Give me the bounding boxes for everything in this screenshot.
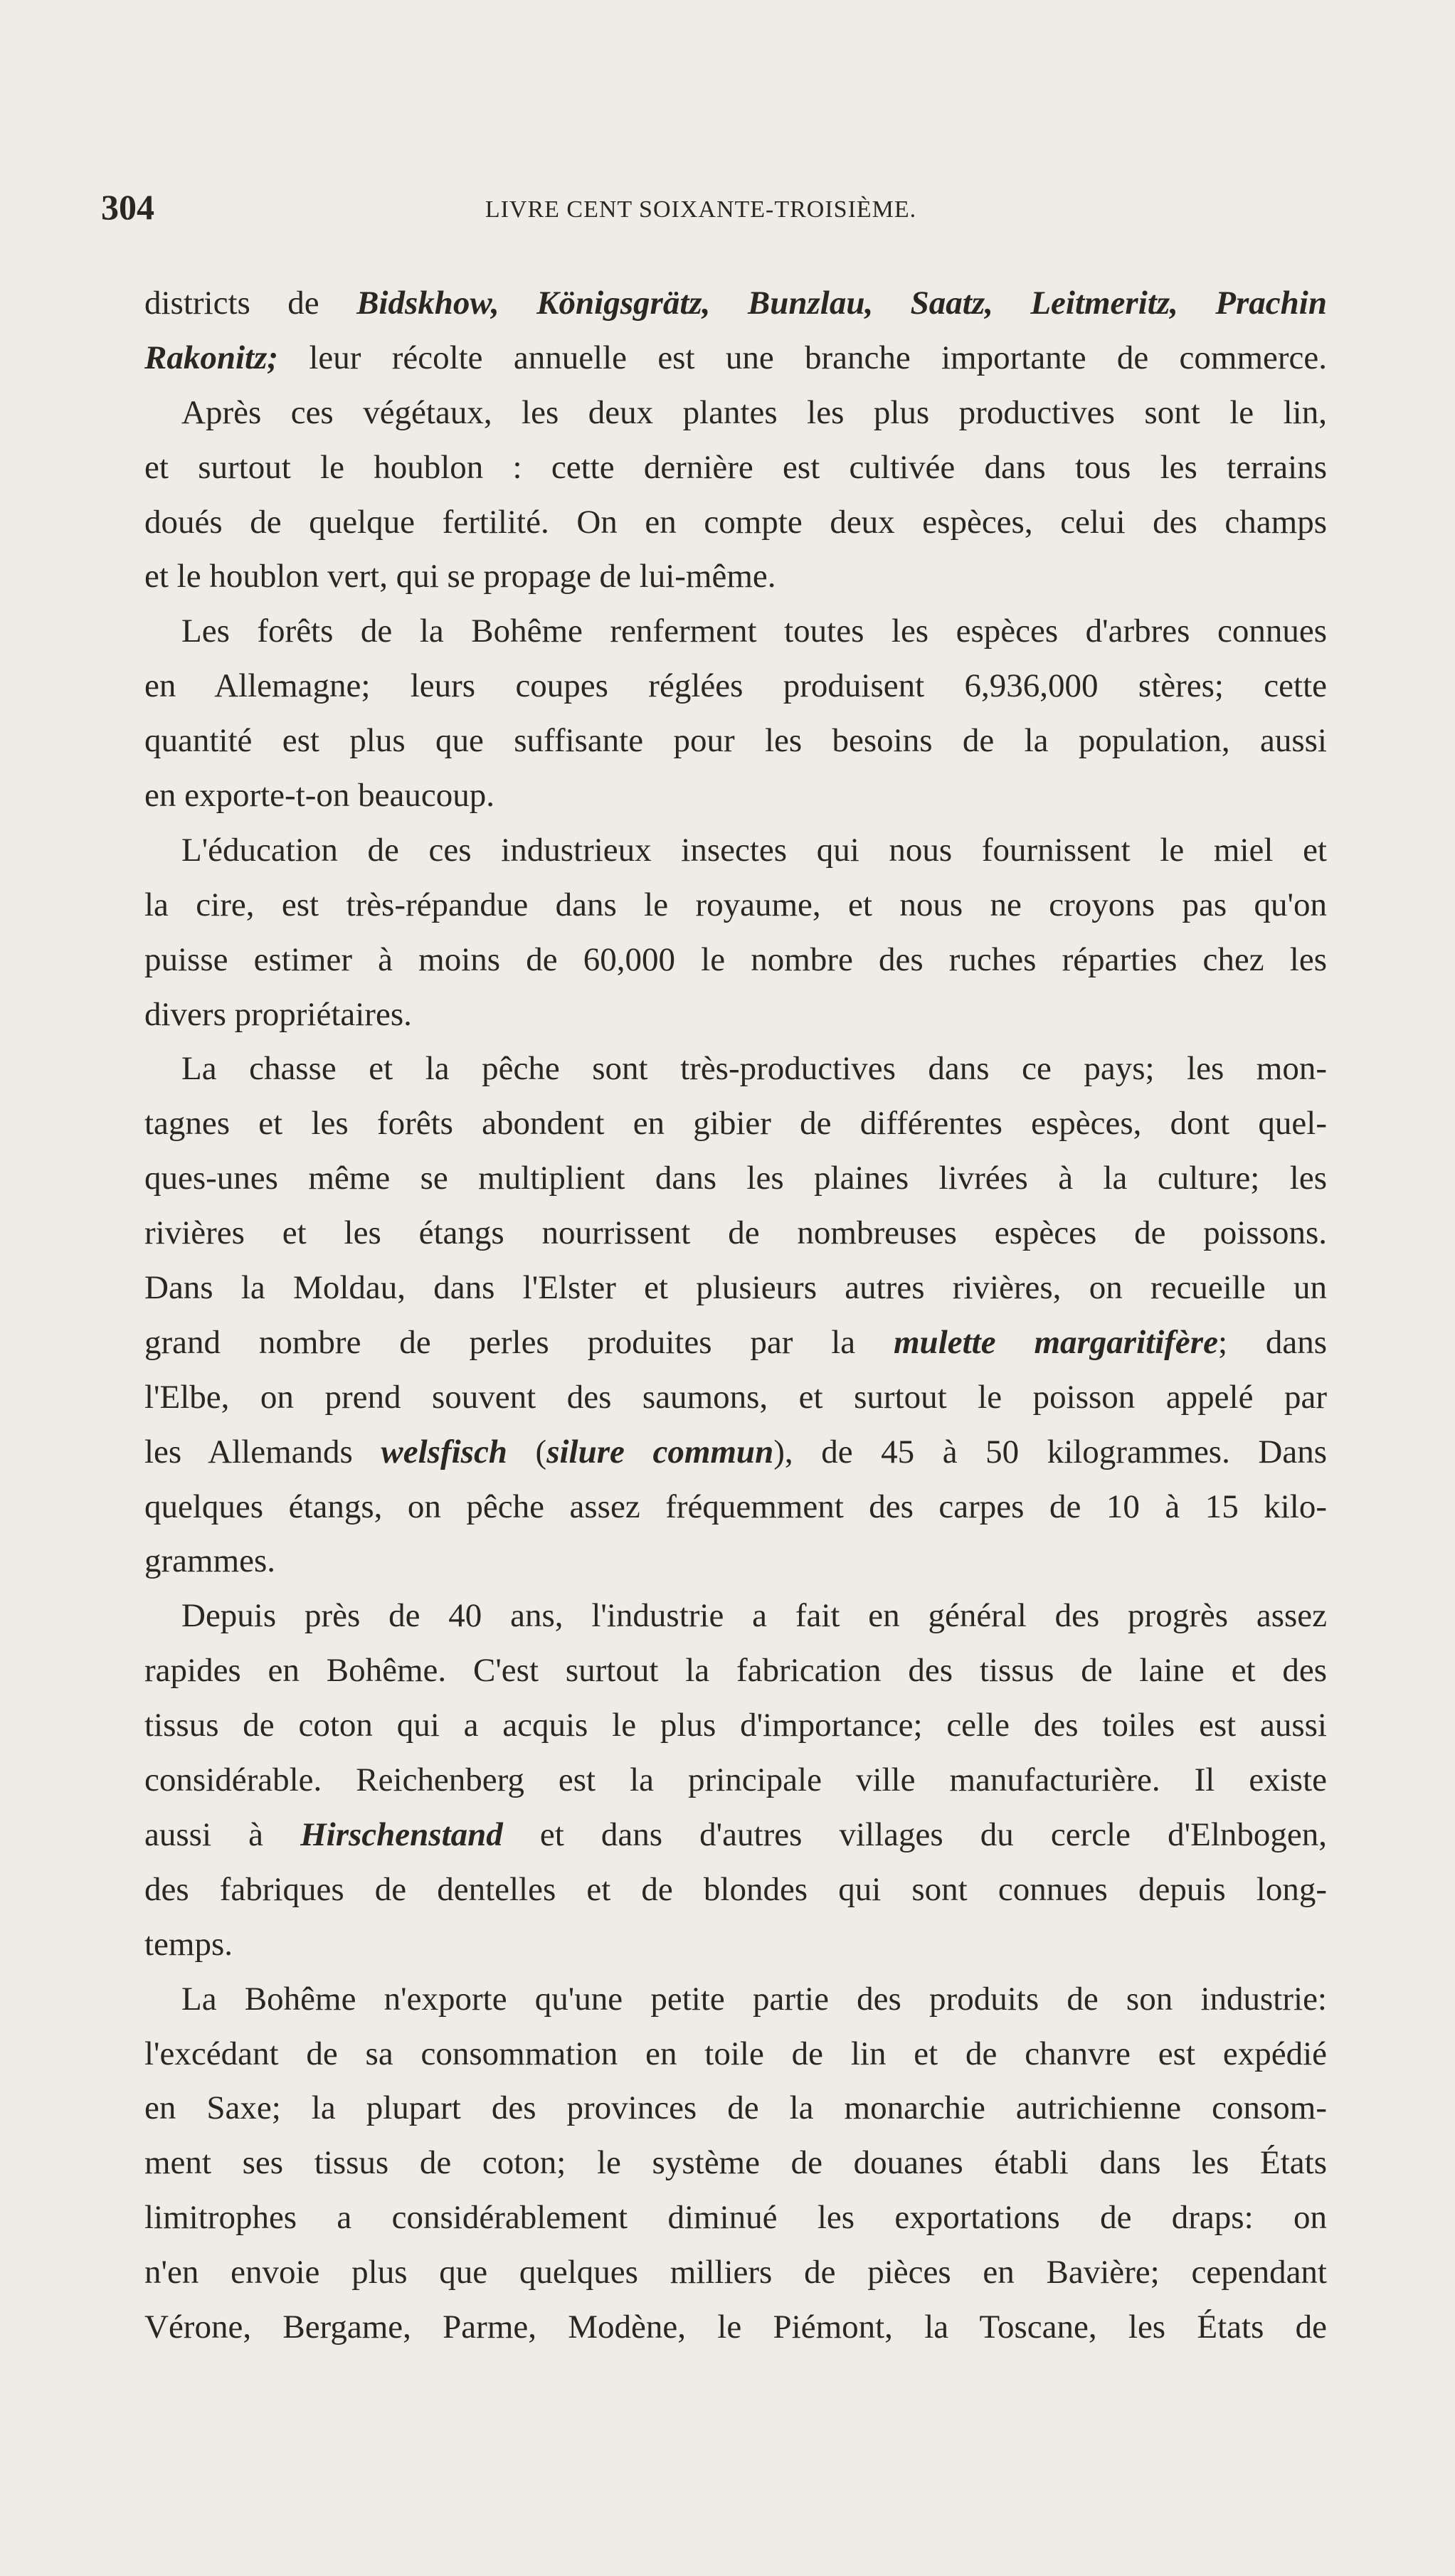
text-segment: La Bohême n'exporte qu'une petite partie des produits de son industrie: [181, 1980, 1327, 2018]
text-segment: leur récolte annuelle est une branche importante de commerce. [278, 339, 1327, 376]
text-line [144, 1589, 1327, 1643]
text-line [144, 331, 1327, 386]
text-segment: ), de 45 à 50 kilogrammes. Dans [773, 1433, 1328, 1470]
text-segment: ; dans [1217, 1323, 1328, 1361]
text-segment: et dans d'autres villages du cercle d'Elnbogen, [502, 1816, 1327, 1853]
text-segment: districts de [144, 285, 357, 322]
text-line [144, 1370, 1327, 1425]
text-segment: ment ses tissus de coton; le système de douanes établi dans les États [144, 2144, 1327, 2182]
text-segment: ques-unes même se multiplient dans les plaines livrées à la culture; les [144, 1160, 1327, 1197]
text-segment: des fabriques de dentelles et de blondes qui sont connues depuis long- [144, 1870, 1327, 1908]
text-line [144, 440, 1327, 495]
text-segment: et le houblon vert, qui se propage de lui-même. [144, 558, 776, 595]
text-segment: et surtout le houblon : cette dernière est cultivée dans tous les terrains [144, 448, 1327, 486]
text-line [144, 2027, 1327, 2082]
text-segment: les Allemands [144, 1433, 381, 1470]
text-segment: doués de quelque fertilité. On en compte deux espèces, celui des champs [144, 503, 1327, 541]
text-segment: en Saxe; la plupart des provinces de la monarchie autrichienne consom- [144, 2089, 1327, 2127]
text-segment: la cire, est très-répandue dans le royaume, et nous ne croyons pas qu'on [144, 886, 1327, 923]
text-line [144, 987, 1327, 1042]
text-line [144, 2136, 1327, 2190]
text-line [144, 714, 1327, 768]
text-segment: L'éducation de ces industrieux insectes qui nous fournissent le miel et [181, 831, 1327, 869]
text-segment: Les forêts de la Bohême renferment toutes les espèces d'arbres connues [181, 613, 1327, 650]
text-line [144, 1041, 1327, 1096]
text-line [144, 2190, 1327, 2245]
text-segment: limitrophes a considérablement diminué les exportations de draps: on [144, 2199, 1327, 2237]
text-segment: rapides en Bohême. C'est surtout la fabrication des tissus de laine et des [144, 1652, 1327, 1690]
text-line [144, 2300, 1327, 2355]
running-title: LIVRE CENT SOIXANTE-TROISIÈME. [485, 196, 917, 223]
text-segment: Dans la Moldau, dans l'Elster et plusieurs autres rivières, on recueille un [144, 1269, 1327, 1307]
text-line [144, 1315, 1327, 1370]
italic-segment: silure commun [546, 1433, 774, 1470]
text-segment: Après ces végétaux, les deux plantes les plus productives sont le lin, [181, 393, 1327, 431]
text-segment: en Allemagne; leurs coupes réglées produisent 6,936,000 stères; cette [144, 667, 1327, 705]
text-segment: l'excédant de sa consommation en toile de lin et de chanvre est expédié [144, 2035, 1327, 2072]
text-line [144, 1972, 1327, 2027]
text-line [144, 1096, 1327, 1151]
text-line [144, 1206, 1327, 1261]
text-segment: quantité est plus que suffisante pour les besoins de la population, aussi [144, 722, 1327, 760]
text-segment: tagnes et les forêts abondent en gibier de différentes espèces, dont quel- [144, 1105, 1327, 1143]
text-line [144, 1425, 1327, 1480]
text-line [144, 2245, 1327, 2300]
italic-segment: Rakonitz; [144, 339, 279, 376]
text-line [144, 768, 1327, 823]
text-line [144, 878, 1327, 933]
text-line [144, 386, 1327, 440]
text-line [144, 1534, 1327, 1589]
italic-segment: Hirschenstand [300, 1816, 503, 1853]
text-segment: temps. [144, 1925, 233, 1963]
text-segment: tissus de coton qui a acquis le plus d'importance; celle des toiles est aussi [144, 1707, 1327, 1744]
page-number: 304 [101, 187, 154, 227]
text-line [144, 933, 1327, 987]
text-line [144, 1808, 1327, 1862]
text-line [144, 1753, 1327, 1808]
text-segment: quelques étangs, on pêche assez fréquemment des carpes de 10 à 15 kilo- [144, 1488, 1327, 1525]
italic-segment: welsfisch [381, 1433, 507, 1470]
text-line [144, 2081, 1327, 2136]
text-line [144, 604, 1327, 659]
text-line [144, 549, 1327, 604]
text-line [144, 823, 1327, 878]
text-segment: divers propriétaires. [144, 995, 412, 1033]
italic-segment: Bidskhow, Königsgrätz, Bunzlau, Saatz, Leitmeritz, Prachin [356, 285, 1327, 322]
text-segment: en exporte-t-on beaucoup. [144, 777, 494, 815]
text-segment: considérable. Reichenberg est la principale ville manufacturière. Il existe [144, 1761, 1327, 1799]
text-segment: rivières et les étangs nourrissent de nombreuses espèces de poissons. [144, 1214, 1327, 1252]
text-line [144, 1151, 1327, 1206]
text-line [144, 1643, 1327, 1698]
text-line [144, 1862, 1327, 1917]
text-line [144, 1917, 1327, 1972]
text-line [144, 1261, 1327, 1315]
text-line [144, 495, 1327, 550]
italic-segment: mulette margaritifère [894, 1323, 1218, 1361]
text-segment: n'en envoie plus que quelques milliers de pièces en Bavière; cependant [144, 2254, 1327, 2291]
text-segment: Vérone, Bergame, Parme, Modène, le Piémont, la Toscane, les États de [144, 2308, 1327, 2346]
text-segment: aussi à [144, 1816, 301, 1853]
text-segment: l'Elbe, on prend souvent des saumons, et surtout le poisson appelé par [144, 1378, 1327, 1416]
body-text [144, 276, 1327, 2355]
text-segment: La chasse et la pêche sont très-productives dans ce pays; les mon- [181, 1050, 1327, 1088]
text-line [144, 1698, 1327, 1753]
text-line [144, 276, 1327, 331]
text-segment: puisse estimer à moins de 60,000 le nombre des ruches réparties chez les [144, 940, 1327, 978]
text-segment: Depuis près de 40 ans, l'industrie a fait en général des progrès assez [181, 1597, 1327, 1635]
text-line [144, 659, 1327, 714]
text-segment: grand nombre de perles produites par la [144, 1323, 894, 1361]
text-segment: grammes. [144, 1542, 276, 1580]
text-segment: ( [507, 1433, 547, 1470]
text-line [144, 1480, 1327, 1535]
